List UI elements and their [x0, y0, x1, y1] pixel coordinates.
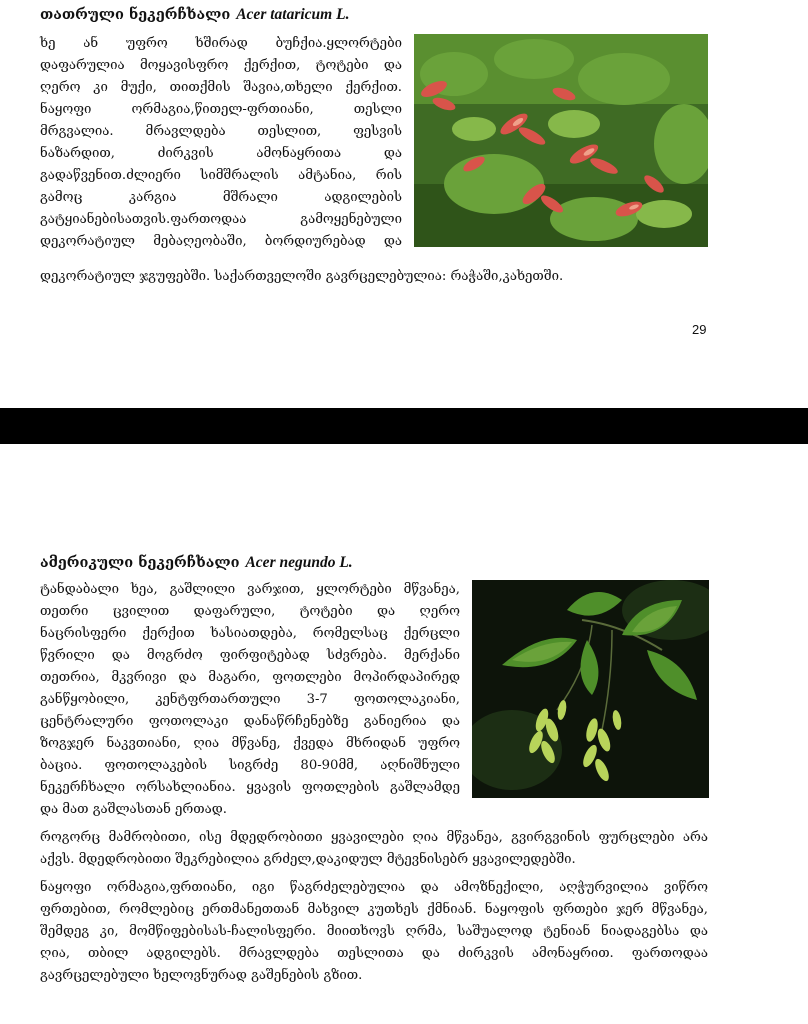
text-line: ცენტრალური ფოთოლაკი დანაწრჩენებზე განიერია და: [40, 714, 460, 729]
text-line: ნაყოფი ორმაგია,წითელ-ფრთიანი, თესლი: [40, 102, 402, 117]
text-line: ნაზარდით, ძირკვის ამონაყრითა და: [40, 146, 402, 161]
text-line: გავრცელებული ხელოვნურად გაშენების გზით.: [40, 968, 363, 983]
text-line: გამოც კარგია მშრალი ადგილების: [40, 190, 402, 205]
text-line: ტანდაბალი ხეა, გაშლილი ვარჯით, ყლორტები მწვანეა,: [40, 582, 460, 597]
heading-acer-tataricum: [40, 6, 349, 24]
text-line: თეთრი ცვილით დაფარული, ტოტები და ღერო: [40, 604, 460, 619]
text-line: ღერო კი მუქი, თითქმის შავია,თხელი ქერქით.: [40, 80, 402, 95]
heading-georgian: თათრული ნეკერჩხალი: [40, 6, 231, 23]
text-line: ფრთებით, რომლებიც ერთმანეთთან მახვილ კუთხეს ქმნიან. ნაყოფის ფრთები ჯერ მწვანეა,: [40, 902, 708, 917]
text-line: ღია, თბილ ადგილებს. მრავლდება თესლითა და ძირკვის ამონაყრით. ფართოდაა: [40, 946, 708, 961]
text-line: და მათ გაშლასთან ერთად.: [40, 802, 227, 817]
text-line: გატყიანებისათვის.ფართოდაა გამოყენებული: [40, 212, 402, 227]
text-line: თეთრია, მკვრივი და მაგარი, ფოთლები მოპირდაპირედ: [40, 670, 460, 685]
page-divider-band: [0, 408, 808, 444]
heading-latin: Acer negundo L.: [245, 554, 353, 571]
text-line: ხე ან უფრო ხშირად ბუჩქია.ყლორტები: [40, 36, 402, 51]
text-line: განწყობილი, კენტფრთართული 3-7 ფოთოლაკიანი,: [40, 692, 460, 707]
text-line: ბაცია. ფოთოლაკების სიგრძე 80-90მმ, აღნიშნული: [40, 758, 460, 773]
acer-tataricum-photo: [414, 34, 708, 247]
bottom-page: [0, 444, 808, 1024]
text-line: ნაცრისფერი ქერქით ხასიათდება, რომელსაც ქერცლი: [40, 626, 460, 641]
text-line: როგორც მამრობითი, ისე მდედრობითი ყვავილები ღია მწვანეა, გვირგვინის ფურცლები არა: [40, 830, 708, 845]
text-line: ნეკერჩხალი ორსახლიანია. ყვავის ფოთლების გაშლამდე: [40, 780, 460, 795]
text-line: წვრილი და მოგრძო ფირფიტებად სძვრება. მერქანი: [40, 648, 460, 663]
text-line: დეკორატიულ ჯგუფებში. საქართველოში გავრცელებულია: რაჭაში,კახეთში.: [40, 269, 564, 284]
text-line: ნაყოფი ორმაგია,ფრთიანი, იგი წაგრძელებულია და ამოზნექილი, აღჭურვილია ვიწრო: [40, 880, 708, 895]
text-line: დაფარულია მოყავისფრო ქერქით, ტოტები და: [40, 58, 402, 73]
text-line: გადაწვენით.ძლიერი სიმშრალის ამტანია, რის: [40, 168, 402, 183]
page-number: 29: [692, 322, 707, 337]
text-line: ზოგჯერ ნაკვთიანი, ღია მწვანე, ქვედა მხრიდან უფრო: [40, 736, 460, 751]
text-line: დეკორატიულ მებაღეობაში, ბორდიურებად და: [40, 234, 402, 249]
heading-georgian: ამერიკული ნეკერჩხალი: [40, 554, 240, 571]
text-line: შემდეგ კი, მომწიფებისას-ჩალისფერი. მიითხოვს ღრმა, საშუალოდ ტენიან ნიადაგებსა და: [40, 924, 708, 939]
text-line: მრგვალია. მრავლდება თესლით, ფესვის: [40, 124, 402, 139]
heading-latin: Acer tataricum L.: [236, 6, 350, 23]
top-page: [0, 0, 808, 408]
text-line: აქვს. მდედრობითი შეკრებილია გრძელ,დაკიდულ მტევნისებრ ყვავილედებში.: [40, 852, 576, 867]
acer-negundo-photo: [472, 580, 709, 798]
heading-acer-negundo: [40, 554, 353, 572]
